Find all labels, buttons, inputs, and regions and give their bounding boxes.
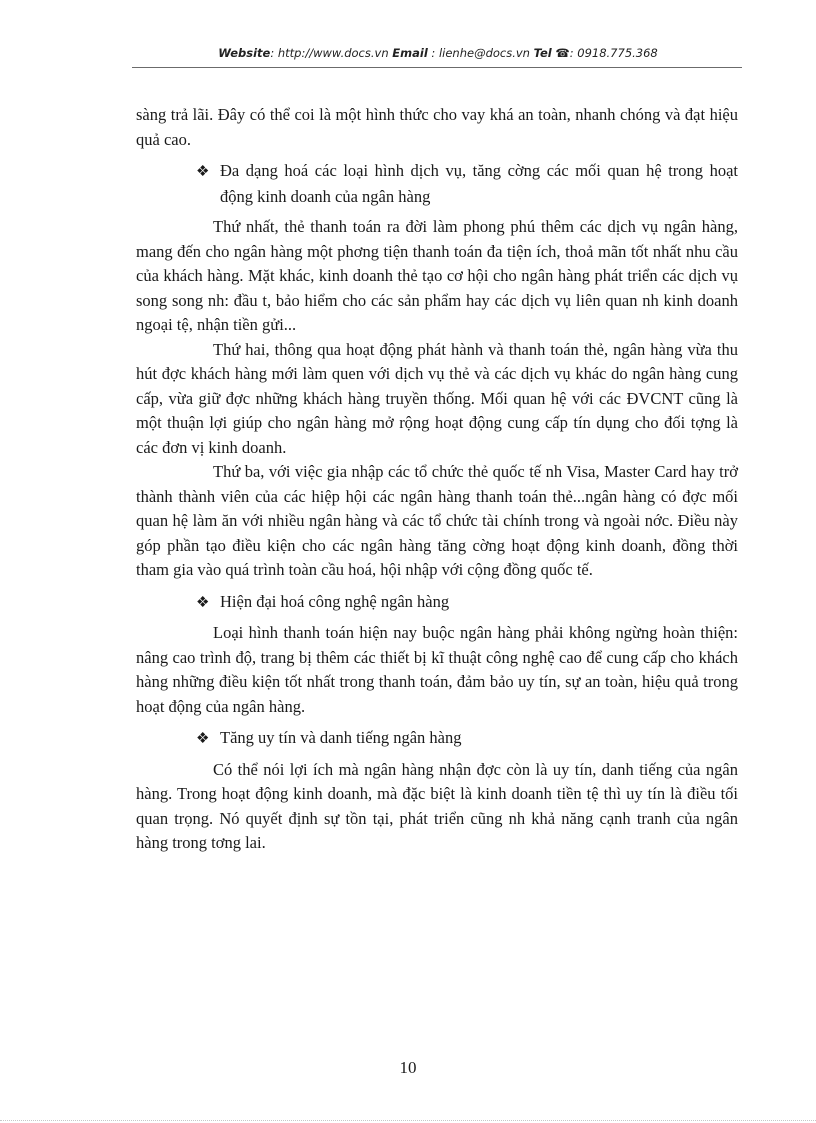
paragraph-third: Thứ ba, với việc gia nhập các tổ chức thẻ quốc tế nh Visa, Master Card hay trở thành thành viên của các hiệp hội các ngân hàng thanh toán thẻ...ngân hàng có đợc mối quan hệ làm ăn với nhiều ngân hàng và các tổ chức tài chính trong và ngoài nớc. Điều này góp phần tạo điều kiện cho các ngân hàng tăng cờng hoạt động kinh doanh, đồng thời tham gia vào quá trình toàn cầu hoá, hội nhập với cộng đồng quốc tế. — [136, 462, 738, 579]
paragraph-intro: sàng trả lãi. Đây có thể coi là một hình thức cho vay khá an toàn, nhanh chóng và đạt hiệu quả cao. — [136, 105, 738, 149]
phone-icon: ☎ — [555, 46, 570, 60]
tel-label: Tel — [533, 46, 552, 60]
bullet-reputation — [196, 726, 738, 752]
bullet-modernize-technology — [196, 590, 738, 616]
bullet-text: Hiện đại hoá công nghệ ngân hàng — [220, 591, 450, 611]
email-value: : lienhe@docs.vn — [431, 46, 530, 60]
email-label: Email — [392, 46, 428, 60]
diamond-bullet-icon: ❖ — [196, 594, 210, 611]
page-header — [136, 46, 740, 66]
diamond-bullet-icon: ❖ — [196, 164, 210, 180]
website-value: : http://www.docs.vn — [270, 46, 389, 60]
footer-divider — [0, 1120, 816, 1121]
page-number: 10 — [399, 1058, 417, 1077]
paragraph-technology: Loại hình thanh toán hiện nay buộc ngân hàng phải không ngừng hoàn thiện: nâng cao trình độ, trang bị thêm các thiết bị kĩ thuật công nghệ cao để cung cấp cho khách hàng những điều kiện tốt nhất trong thanh toán, đảm bảo uy tín, sự an toàn, hiệu quả trong hoạt động của ngân hàng. — [136, 623, 738, 716]
website-label: Website — [218, 46, 271, 60]
bullet-text: Tăng uy tín và danh tiếng ngân hàng — [220, 728, 462, 747]
diamond-bullet-icon: ❖ — [196, 731, 210, 747]
paragraph-first: Thứ nhất, thẻ thanh toán ra đời làm phong phú thêm các dịch vụ ngân hàng, mang đến cho ngân hàng một phơng tiện thanh toán đa tiện ích, thoả mãn tốt nhất nhu cầu của khách hàng. Mặt khác, kinh doanh thẻ tạo cơ hội cho ngân hàng phát triển các dịch vụ song song nh: đầu t, bảo hiểm cho các sản phẩm hay các dịch vụ liên quan nh kinh doanh ngoại tệ, nhận tiền gửi... — [136, 217, 738, 334]
paragraph-second: Thứ hai, thông qua hoạt động phát hành và thanh toán thẻ, ngân hàng vừa thu hút đợc khách hàng mới làm quen với dịch vụ thẻ và các dịch vụ khác do ngân hàng cung cấp, vừa giữ đợc những khách hàng truyền thống. Mối quan hệ với các ĐVCNT cũng là một thuận lợi giúp cho ngân hàng mở rộng hoạt động cung cấp tín dụng cho đối tợng là các đơn vị kinh doanh. — [136, 339, 738, 457]
bullet-diversify-services — [196, 159, 738, 209]
header-divider — [132, 67, 742, 68]
tel-value: : 0918.775.368 — [569, 46, 658, 60]
document-body — [136, 103, 738, 856]
bullet-text: Đa dạng hoá các loại hình dịch vụ, tăng cờng các mối quan hệ trong hoạt động kinh doanh của ngân hàng — [220, 161, 738, 206]
paragraph-reputation: Có thể nói lợi ích mà ngân hàng nhận đợc còn là uy tín, danh tiếng của ngân hàng. Trong hoạt động kinh doanh, mà đặc biệt là kinh doanh tiền tệ thì uy tín là điều tối quan trọng. Nó quyết định sự tồn tại, phát triển cũng nh khả năng cạnh tranh của ngân hàng trong tơng lai. — [136, 759, 738, 852]
